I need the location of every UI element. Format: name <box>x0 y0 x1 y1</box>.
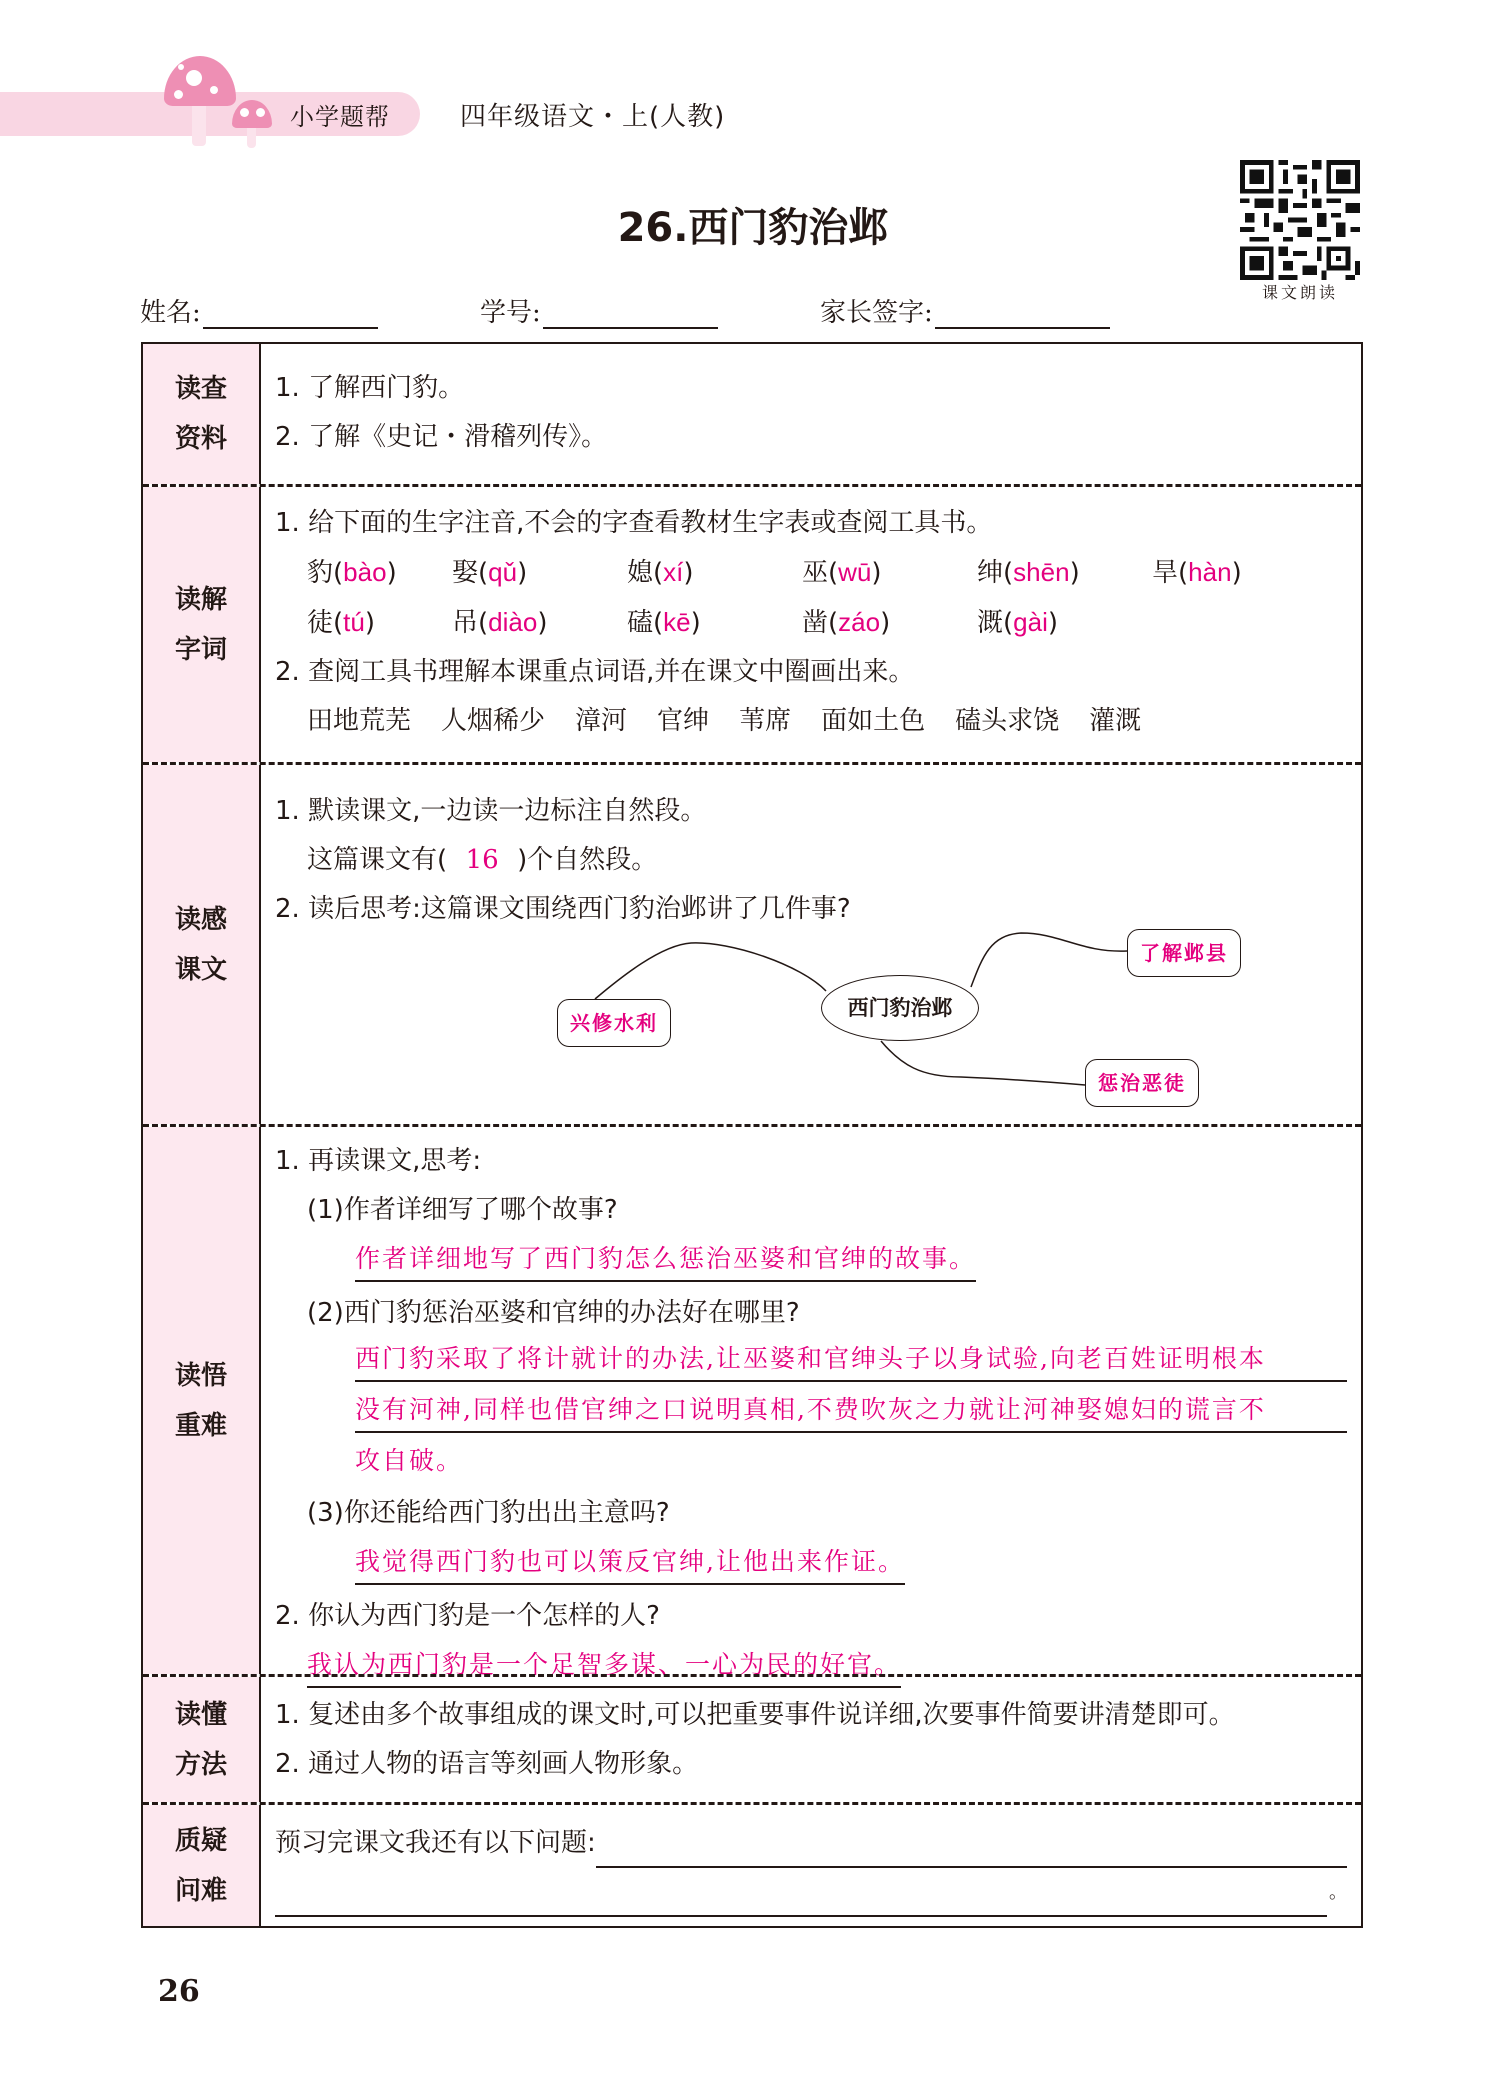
method-item: 1. 复述由多个故事组成的课文时,可以把重要事件说详细,次要事件简要讲清楚即可。 <box>275 1700 1235 1730</box>
pinyin-item: 旱(hàn) <box>1152 557 1242 588</box>
question-prompt: 预习完课文我还有以下问题: <box>275 1828 596 1858</box>
label-line-2: 课文 <box>174 954 227 985</box>
key-word: 灌溉 <box>1089 706 1142 736</box>
pinyin-answer: shēn <box>1013 557 1070 587</box>
book-title: 四年级语文・上(人教) <box>460 102 726 132</box>
section-content <box>261 1677 1361 1802</box>
page-number: 26 <box>158 1974 200 2009</box>
mushroom-small-icon <box>232 100 272 148</box>
mind-map <box>261 915 1361 1115</box>
section-content <box>261 487 1361 762</box>
mushroom-large-icon <box>160 56 240 146</box>
label-line-1: 读悟 <box>174 1360 227 1391</box>
section-label <box>143 344 261 484</box>
section-content <box>261 1805 1361 1926</box>
label-line-2: 方法 <box>174 1749 227 1780</box>
pinyin-answer: záo <box>838 607 881 637</box>
pinyin-item: 媳(xí) <box>627 557 694 588</box>
answer-line: 没有河神,同样也借官绅之口说明真相,不费吹灰之力就让河神娶媳妇的谎言不 <box>355 1389 1347 1433</box>
section-content <box>261 765 1361 1124</box>
key-word: 人烟稀少 <box>441 706 546 736</box>
pinyin-item: 磕(kē) <box>627 607 701 638</box>
key-word: 磕头求饶 <box>955 706 1060 736</box>
parent-signature-label: 家长签字: <box>820 298 933 328</box>
question-blank-2[interactable] <box>275 1887 1327 1917</box>
answer-row <box>275 1235 1347 1289</box>
label-line-2: 资料 <box>174 424 227 454</box>
paragraph-count: 这篇课文有( 16 )个自然段。 <box>275 836 1347 885</box>
section-content <box>261 1127 1361 1679</box>
section-label <box>143 1677 261 1802</box>
name-label: 姓名: <box>140 298 201 328</box>
pinyin-item: 娶(qǔ) <box>452 557 528 588</box>
brand-name: 小学题帮 <box>290 103 390 131</box>
label-line-1: 读感 <box>174 904 227 935</box>
qr-code-icon[interactable] <box>1240 160 1360 280</box>
question-prompt-row <box>275 1819 1347 1868</box>
question: 2. 查阅工具书理解本课重点词语,并在课文中圈画出来。 <box>275 657 915 687</box>
pinyin-item: 巫(wū) <box>802 557 882 588</box>
label-line-1: 读懂 <box>174 1699 227 1730</box>
section-key-points <box>143 1124 1361 1679</box>
answer-text: 我觉得西门豹也可以策反官绅,让他出来作证。 <box>355 1541 905 1585</box>
section-label <box>143 765 261 1124</box>
question: 1. 再读课文,思考: <box>275 1146 482 1176</box>
pinyin-answer: hàn <box>1188 557 1232 587</box>
name-blank[interactable] <box>203 299 378 329</box>
sub-question: (1)作者详细写了哪个故事? <box>307 1195 618 1225</box>
label-line-2: 问难 <box>174 1875 227 1906</box>
mind-map-branch: 兴修水利 <box>557 999 671 1047</box>
label-line-2: 字词 <box>174 634 227 665</box>
qr-caption: 课文朗读 <box>1261 283 1338 302</box>
section-read-materials <box>143 344 1361 484</box>
pinyin-item: 绅(shēn) <box>977 557 1080 588</box>
answer-row <box>275 1538 1347 1592</box>
task-item: 1. 了解西门豹。 <box>275 373 465 403</box>
label-line-2: 重难 <box>174 1410 227 1441</box>
section-questions <box>143 1802 1361 1926</box>
answer-text: 作者详细地写了西门豹怎么惩治巫婆和官绅的故事。 <box>355 1238 976 1282</box>
pinyin-answer: bào <box>343 557 387 587</box>
pinyin-answer: kē <box>663 607 691 637</box>
student-info <box>140 292 1240 332</box>
key-word: 田地荒芜 <box>307 706 412 736</box>
sub-question: (3)你还能给西门豹出出主意吗? <box>307 1498 670 1528</box>
key-word: 漳河 <box>575 706 628 736</box>
pinyin-item: 徒(tú) <box>307 607 376 638</box>
paragraph-count-answer: 16 <box>465 845 499 875</box>
pinyin-answer: qǔ <box>488 557 518 587</box>
key-word: 苇席 <box>739 706 792 736</box>
section-content <box>261 344 1361 484</box>
pinyin-item: 豹(bào) <box>307 557 397 588</box>
parent-signature-blank[interactable] <box>935 299 1110 329</box>
section-label <box>143 1805 261 1926</box>
mind-map-branch: 惩治恶徒 <box>1085 1059 1199 1107</box>
pinyin-answer: wū <box>838 557 872 587</box>
pinyin-answer: gài <box>1013 607 1048 637</box>
mind-map-branch: 了解邺县 <box>1127 929 1241 977</box>
pinyin-item: 吊(diào) <box>452 607 548 638</box>
pinyin-item: 溉(gài) <box>977 607 1059 638</box>
student-id-field[interactable] <box>480 292 718 329</box>
question-blank-row <box>275 1868 1347 1917</box>
task-item: 2. 了解《史记・滑稽列传》。 <box>275 422 608 452</box>
question-blank-1[interactable] <box>596 1838 1347 1868</box>
lesson-title: 26.西门豹治邺 <box>617 205 889 251</box>
pinyin-answer: diào <box>488 607 538 637</box>
name-field[interactable] <box>140 292 378 329</box>
student-id-label: 学号: <box>480 298 541 328</box>
answer-line: 西门豹采取了将计就计的办法,让巫婆和官绅头子以身试验,向老百姓证明根本 <box>355 1338 1347 1382</box>
pinyin-answer: xí <box>663 557 684 587</box>
key-word: 面如土色 <box>821 706 926 736</box>
label-line-1: 读查 <box>174 374 227 404</box>
answer-line: 攻自破。 <box>355 1446 464 1475</box>
label-line-1: 质疑 <box>174 1825 227 1856</box>
section-methods <box>143 1674 1361 1802</box>
label-line-1: 读解 <box>174 584 227 615</box>
question: 2. 你认为西门豹是一个怎样的人? <box>275 1601 660 1631</box>
section-label <box>143 1127 261 1674</box>
worksheet-table <box>141 342 1363 1928</box>
section-characters-words <box>143 484 1361 762</box>
key-words <box>275 697 1347 746</box>
method-item: 2. 通过人物的语言等刻画人物形象。 <box>275 1749 699 1779</box>
key-word: 官绅 <box>657 706 710 736</box>
answer-text <box>275 1338 1347 1482</box>
pinyin-grid <box>275 548 1347 648</box>
student-id-blank[interactable] <box>543 299 718 329</box>
pinyin-answer: tú <box>343 607 365 637</box>
section-read-text <box>143 762 1361 1124</box>
section-label <box>143 487 261 762</box>
pinyin-item: 凿(záo) <box>802 607 891 638</box>
question: 2. 读后思考:这篇课文围绕西门豹治邺讲了几件事? <box>275 894 851 924</box>
parent-signature-field[interactable] <box>820 292 1110 329</box>
question: 1. 默读课文,一边读一边标注自然段。 <box>275 796 707 826</box>
mind-map-center: 西门豹治邺 <box>821 975 979 1041</box>
period-mark: 。 <box>1329 1882 1347 1903</box>
question: 1. 给下面的生字注音,不会的字查看教材生字表或查阅工具书。 <box>275 508 993 538</box>
answer-text: 我认为西门豹是一个足智多谋、一心为民的好官。 <box>307 1644 901 1688</box>
sub-question: (2)西门豹惩治巫婆和官绅的办法好在哪里? <box>307 1298 800 1328</box>
